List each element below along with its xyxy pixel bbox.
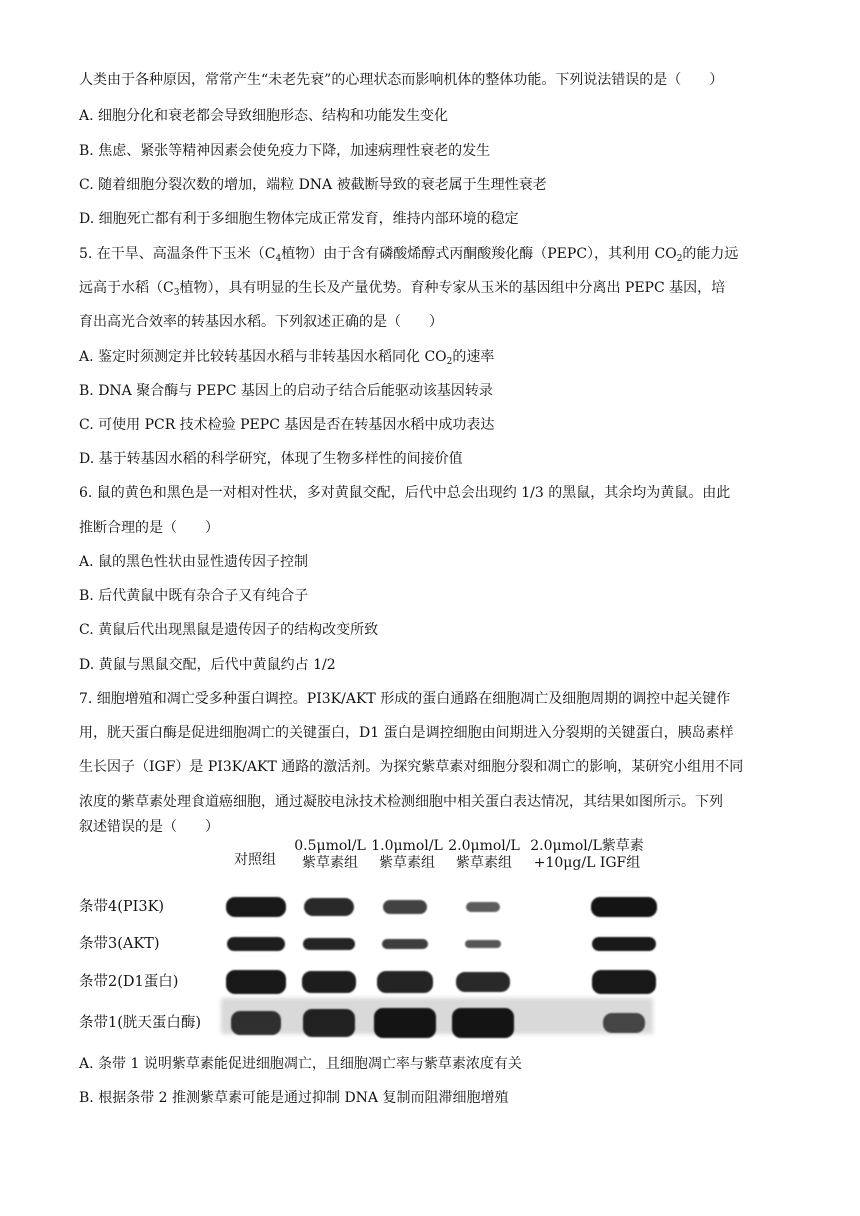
q7-option-a: A. 条带 1 说明紫草素能促进细胞凋亡，且细胞凋亡率与紫草素浓度有关 [79, 1056, 522, 1072]
band-akt-lane-4 [465, 940, 501, 948]
column-header-2.0-igf: 2.0μmol/L紫草素 +10μg/L IGF组 [530, 838, 644, 871]
band-caspase-lane-3 [374, 1008, 436, 1038]
q7-stem-line1: 7. 细胞增殖和凋亡受多种蛋白调控。PI3K/AKT 形成的蛋白通路在细胞凋亡及细胞周期的调控中起关键作 [79, 691, 731, 707]
band-akt-lane-1 [227, 937, 285, 950]
band-akt-lane-2 [303, 938, 355, 951]
q6-option-d: D. 黄鼠与黑鼠交配，后代中黄鼠约占 1/2 [79, 657, 336, 673]
blot-background-smear [221, 998, 653, 1034]
band-d1-lane-3 [377, 971, 433, 993]
band-akt-lane-3 [382, 939, 428, 949]
band-caspase-lane-4 [452, 1008, 514, 1038]
column-header-1.0: 1.0μmol/L 紫草素组 [371, 838, 443, 871]
row-label-band1: 条带1(胱天蛋白酶) [79, 1015, 202, 1031]
band-pi3k-lane-2 [304, 898, 354, 915]
q6-stem-line1: 6. 鼠的黄色和黑色是一对相对性状，多对黄鼠交配，后代中总会出现约 1/3 的黑鼠，其余均为黄鼠。由此 [79, 485, 731, 501]
band-caspase-lane-2 [303, 1009, 355, 1036]
band-d1-lane-2 [302, 971, 356, 993]
q5-option-d: D. 基于转基因水稻的科学研究，体现了生物多样性的间接价值 [79, 451, 463, 467]
band-akt-lane-5 [592, 937, 656, 951]
band-pi3k-lane-3 [383, 900, 427, 914]
q4-stem: 人类由于各种原因，常常产生“未老先衰”的心理状态而影响机体的整体功能。下列说法错误的是（ ） [79, 72, 724, 88]
q4-option-b: B. 焦虑、紧张等精神因素会使免疫力下降，加速病理性衰老的发生 [79, 143, 491, 159]
band-caspase-lane-5 [603, 1013, 645, 1032]
q7-stem-line5: 叙述错误的是（ ） [79, 819, 219, 835]
row-label-band2: 条带2(D1蛋白) [79, 974, 179, 990]
column-header-2.0: 2.0μmol/L 紫草素组 [448, 838, 520, 871]
band-d1-lane-1 [226, 970, 286, 993]
q6-option-b: B. 后代黄鼠中既有杂合子又有纯合子 [79, 588, 309, 604]
column-header-0.5: 0.5μmol/L 紫草素组 [294, 838, 366, 871]
q7-stem-line3: 生长因子（IGF）是 PI3K/AKT 通路的激活剂。为探究紫草素对细胞分裂和凋亡的影响，某研究小组用不同 [79, 759, 744, 775]
q5-option-c: C. 可使用 PCR 技术检验 PEPC 基因是否在转基因水稻中成功表达 [79, 417, 495, 433]
q5-stem-line3: 育出高光合效率的转基因水稻。下列叙述正确的是（ ） [79, 314, 443, 330]
q4-option-c: C. 随着细胞分裂次数的增加，端粒 DNA 被截断导致的衰老属于生理性衰老 [79, 177, 547, 193]
q4-option-a: A. 细胞分化和衰老都会导致细胞形态、结构和功能发生变化 [79, 108, 449, 124]
q7-option-b: B. 根据条带 2 推测紫草素可能是通过抑制 DNA 复制而阻滞细胞增殖 [79, 1090, 509, 1106]
band-d1-lane-5 [592, 970, 656, 993]
band-pi3k-lane-5 [591, 897, 657, 917]
band-d1-lane-4 [456, 972, 510, 993]
row-label-band4: 条带4(PI3K) [79, 899, 165, 915]
q6-stem-line2: 推断合理的是（ ） [79, 520, 219, 536]
column-header-control: 对照组 [234, 852, 276, 868]
western-blot-figure [75, 838, 655, 1043]
q5-option-b: B. DNA 聚合酶与 PEPC 基因上的启动子结合后能驱动该基因转录 [79, 383, 493, 399]
q5-stem-line2: 远高于水稻（$C_3$植物），具有明显的生长及产量优势。育种专家从玉米的基因组中分离出 PEPC 基因，培 [79, 280, 726, 298]
q5-stem-line1: 5. 在干旱、高温条件下玉米（$C_4$植物）由于含有磷酸烯醇式丙酮酸羧化酶（PEPC），其利用 $CO_2$的能力远 [79, 246, 739, 264]
q5-option-a: A. 鉴定时须测定并比较转基因水稻与非转基因水稻同化 $CO_2$的速率 [79, 349, 495, 367]
band-pi3k-lane-4 [466, 902, 500, 913]
q7-stem-line2: 用，胱天蛋白酶是促进细胞凋亡的关键蛋白，D1 蛋白是调控细胞由间期进入分裂期的关键蛋白，胰岛素样 [79, 725, 734, 741]
q4-option-d: D. 细胞死亡都有利于多细胞生物体完成正常发育，维持内部环境的稳定 [79, 211, 519, 227]
band-caspase-lane-1 [231, 1011, 281, 1035]
row-label-band3: 条带3(AKT) [79, 936, 160, 952]
band-pi3k-lane-1 [226, 897, 286, 916]
q7-stem-line4: 浓度的紫草素处理食道癌细胞，通过凝胶电泳技术检测细胞中相关蛋白表达情况，其结果如图所示。下列 [79, 794, 723, 810]
q6-option-a: A. 鼠的黑色性状由显性遗传因子控制 [79, 554, 309, 570]
q6-option-c: C. 黄鼠后代出现黑鼠是遗传因子的结构改变所致 [79, 622, 379, 638]
